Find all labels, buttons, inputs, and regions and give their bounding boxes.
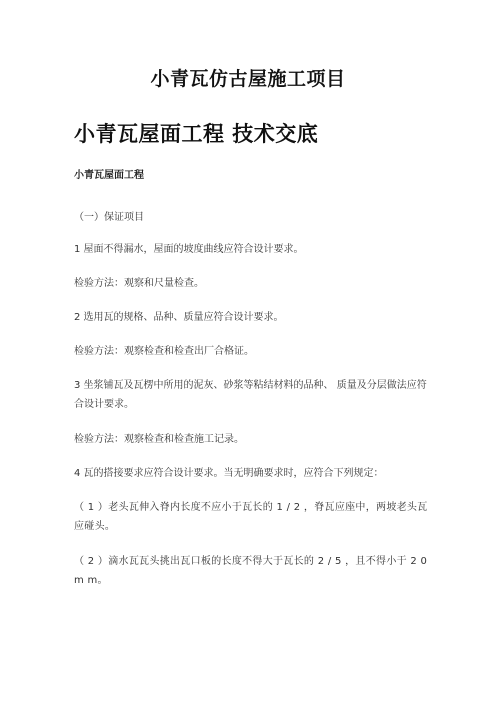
paragraph-rule-1: （ 1 ）老头瓦伸入脊内长度不应小于瓦长的 1 / 2 ，脊瓦应座中，两坡老头瓦应碰头。: [74, 502, 428, 532]
paragraph-item-4: 4 瓦的搭接要求应符合设计要求。当无明确要求时，应符合下列规定：: [74, 468, 384, 479]
paragraph-inspection-1: 检验方法：观察和尺量检查。: [74, 278, 204, 289]
document-title: 小青瓦仿古屋施工项目: [150, 68, 346, 90]
paragraph-item-2: 2 选用瓦的规格、品种、质量应符合设计要求。: [74, 312, 284, 323]
paragraph-inspection-3: 检验方法：观察检查和检查施工记录。: [74, 434, 244, 445]
document-subtitle: 小青瓦屋面工程 技术交底: [74, 122, 319, 146]
paragraph-rule-2: （ 2 ）滴水瓦瓦头挑出瓦口板的长度不得大于瓦长的 2 / 5 ，且不得小于 2 0 m m。: [74, 556, 428, 586]
paragraph-item-3: 3 坐浆铺瓦及瓦楞中所用的泥灰、砂浆等粘结材料的品种、 质量及分层做法应符合设计要求。: [74, 380, 427, 410]
section-heading: 小青瓦屋面工程: [74, 170, 144, 181]
paragraph-guarantee-items: （一）保证项目: [74, 212, 144, 223]
paragraph-inspection-2: 检验方法：观察检查和检查出厂合格证。: [74, 346, 254, 357]
paragraph-item-1: 1 屋面不得漏水，屋面的坡度曲线应符合设计要求。: [74, 244, 304, 255]
